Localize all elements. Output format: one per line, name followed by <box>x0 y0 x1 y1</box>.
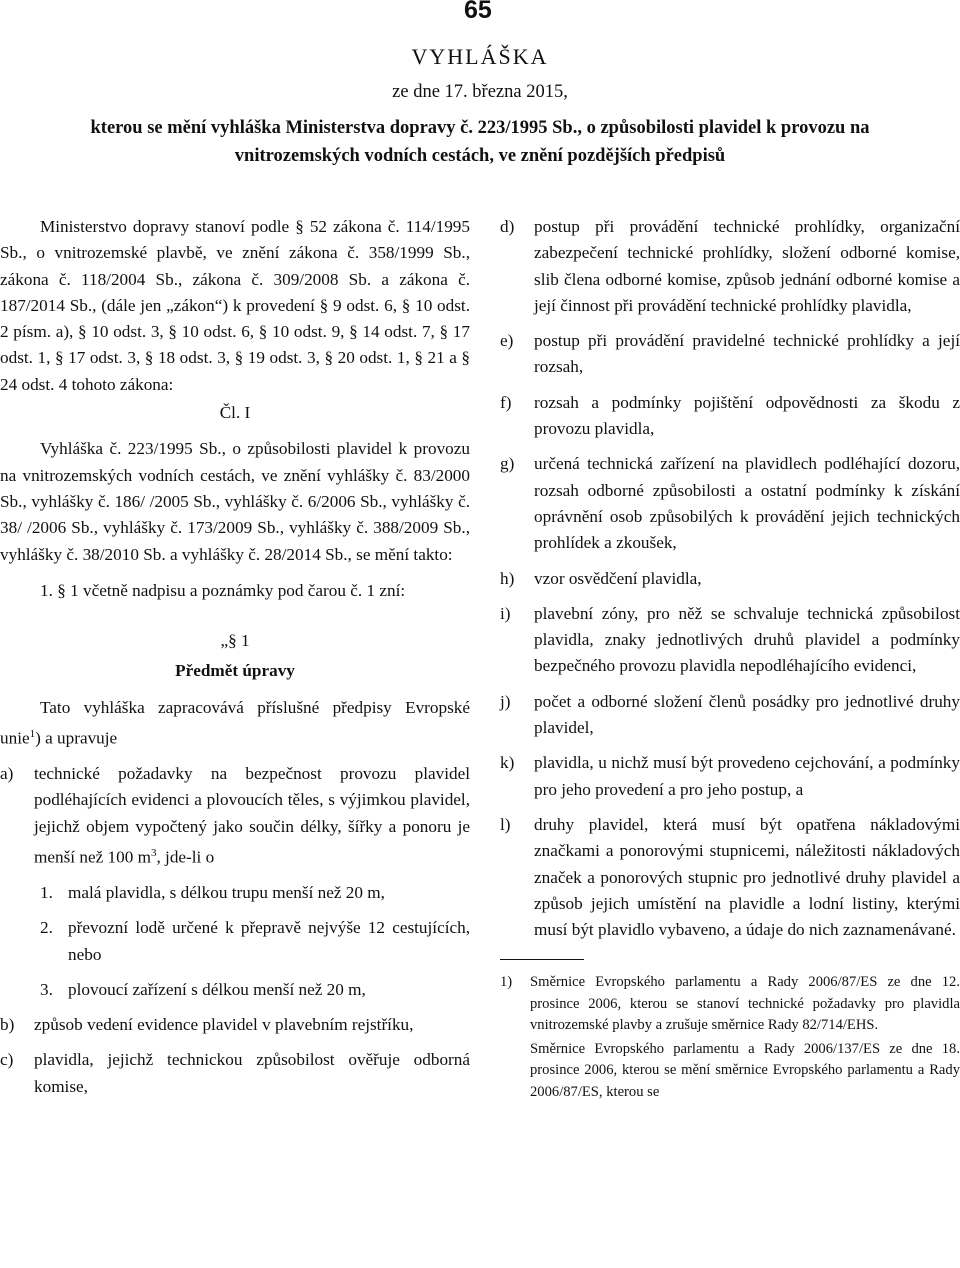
section-mark: „§ 1 <box>220 631 250 651</box>
section-intro-text: Tato vyhláška zapracovává příslušné předpisy Evropské unie <box>0 697 470 748</box>
list-marker: 2. <box>40 918 53 938</box>
list-marker: j) <box>500 691 511 711</box>
list-text: druhy plavidel, která musí být opatřena nákladovými značkami a ponorovými stupnicemi, náležitosti nákladových značek a ponorových stupnic pro jednotlivé druhy plavidel a způsob jejich umístění na plavidle a lodní listiny, kterými musí být plavidlo vybaveno, a údaje do nich zaznamenávané. <box>534 814 960 940</box>
footnote-text-1: Směrnice Evropského parlamentu a Rady 2006/87/ES ze dne 12. prosince 2006, kterou se stanoví technické požadavky pro plavidla vnitrozemské plavby a zrušuje směrnice Rady 82/714/EHS. <box>530 974 960 1034</box>
superscript: 3 <box>150 846 157 859</box>
list-text: malá plavidla, s délkou trupu menší než 20 m, <box>68 883 385 902</box>
list-marker: d) <box>500 217 515 236</box>
point-1: 1. § 1 včetně nadpisu a poznámky pod čarou č. 1 zní: <box>40 580 406 600</box>
list-text <box>34 761 470 871</box>
list-marker: h) <box>500 568 515 588</box>
list-marker: b) <box>0 1015 15 1035</box>
section-title: Předmět úpravy <box>175 661 295 681</box>
article-heading: Čl. I <box>219 403 251 423</box>
section-intro <box>0 695 470 752</box>
footnote-text-2: Směrnice Evropského parlamentu a Rady 2006/137/ES ze dne 18. prosince 2006, kterou se mění směrnice Evropského parlamentu a Rady 2006/87/ES, kterou se <box>530 1040 960 1100</box>
footnote-body <box>530 972 960 1103</box>
footnote <box>500 972 960 1103</box>
page-number: 65 <box>464 0 492 24</box>
document-date: ze dne 17. března 2015, <box>392 82 568 102</box>
section-intro-tail: ) a upravuje <box>35 728 118 748</box>
list-text: převozní lodě určené k přepravě nejvýše 12 cestujících, nebo <box>68 918 470 964</box>
preamble: Ministerstvo dopravy stanoví podle § 52 zákona č. 114/1995 Sb., o vnitrozemské plavbě, ve znění zákona č. 358/1999 Sb., zákona č. 118/2004 Sb., zákona č. 309/2008 Sb. a zákona č. 187/2014 Sb., (dále jen „zákon“) k provedení § 9 odst. 6, § 10 odst. 2 písm. a), § 10 odst. 3, § 10 odst. 6, § 10 odst. 9, § 14 odst. 7, § 17 odst. 1, § 17 odst. 3, § 18 odst. 3, § 19 odst. 3, § 20 odst. 1, § 21 a § 24 odst. 4 tohoto zákona: <box>0 217 470 394</box>
list-marker: f) <box>500 392 512 412</box>
list-marker: l) <box>500 814 511 834</box>
list-marker: e) <box>500 331 514 351</box>
footnote-marker: 1) <box>500 974 513 991</box>
list-item <box>0 1012 470 1038</box>
list-item <box>500 214 960 319</box>
list-item <box>500 812 960 943</box>
list-item <box>0 1047 470 1100</box>
list-item <box>0 761 470 871</box>
list-marker: 1. <box>40 883 53 902</box>
sub-list-item <box>0 977 470 1003</box>
list-text: určená technická zařízení na plavidlech podléhající dozoru, rozsah odborné způsobilosti a ostatní podmínky k získání oprávnění osob způsobilých k provádění jejich technických prohlídek a zkoušek, <box>534 454 960 553</box>
document-title: VYHLÁŠKA <box>411 44 549 69</box>
footnote-ref: 1 <box>29 728 36 741</box>
list-text: postup při provádění technické prohlídky, organizační zabezpečení technické prohlídky, složení odborné komise, slib člena odborné komise, způsob jednání odborné komise a její činnost při provádění technické prohlídky plavidla, <box>534 217 960 315</box>
list-marker: a) <box>0 764 14 784</box>
list-text: počet a odborné složení členů posádky pro jednotlivé druhy plavidel, <box>534 691 960 738</box>
list-item <box>500 689 960 742</box>
amendment-intro: Vyhláška č. 223/1995 Sb., o způsobilosti plavidel k provozu na vnitrozemských vodních cestách, ve znění vyhlášky č. 83/2000 Sb., vyhlášky č. 186/ /2005 Sb., vyhlášky č. 6/2006 Sb., vyhlášky č. 38/ /2006 Sb., vyhlášky č. 173/2009 Sb., vyhlášky č. 388/2009 Sb., vyhlášky č. 38/2010 Sb. a vyhlášky č. 28/2014 Sb., se mění takto: <box>0 439 470 564</box>
list-item <box>500 328 960 381</box>
list-text: vzor osvědčení plavidla, <box>534 568 702 588</box>
list-text: způsob vedení evidence plavidel v plavebním rejstříku, <box>34 1015 414 1035</box>
list-marker: c) <box>0 1050 14 1070</box>
list-text: plavidla, jejichž technickou způsobilost ověřuje odborná komise, <box>34 1050 470 1096</box>
list-marker: g) <box>500 454 515 474</box>
left-column <box>0 214 470 1100</box>
list-item <box>500 566 960 592</box>
item-a-tail: , jde-li o <box>156 847 215 867</box>
list-text: plavební zóny, pro něž se schvaluje technická způsobilost plavidla, znaky jednotlivých druhů plavidel a podmínky bezpečného provozu plavidla nepodléhajícího evidenci, <box>534 603 960 676</box>
list-item <box>500 451 960 556</box>
footnote-divider <box>500 959 584 960</box>
list-item <box>500 750 960 803</box>
document-subject: kterou se mění vyhláška Ministerstva dopravy č. 223/1995 Sb., o způsobilosti plavidel k provozu na vnitrozemských vodních cestách, ve znění pozdějších předpisů <box>90 118 870 166</box>
right-column <box>500 214 960 1103</box>
list-text: postup při provádění pravidelné technické prohlídky a její rozsah, <box>534 331 960 377</box>
list-marker: i) <box>500 603 511 623</box>
list-item <box>500 390 960 443</box>
list-text: plovoucí zařízení s délkou menší než 20 m, <box>68 979 366 999</box>
list-item <box>500 601 960 680</box>
item-a-text: technické požadavky na bezpečnost provozu plavidel podléhajících evidenci a plovoucích těles, s výjimkou plavidel, jejichž objem vypočtený jako součin délky, šířky a ponoru je menší než 100 m <box>34 764 470 867</box>
list-marker: k) <box>500 753 515 773</box>
list-text: plavidla, u nichž musí být provedeno cejchování, a podmínky pro jeho provedení a pro jeho postup, a <box>534 753 960 799</box>
sub-list-item <box>0 880 470 906</box>
list-text: rozsah a podmínky pojištění odpovědnosti za škodu z provozu plavidla, <box>534 392 960 439</box>
sub-list-item <box>0 915 470 968</box>
list-marker: 3. <box>40 979 53 999</box>
